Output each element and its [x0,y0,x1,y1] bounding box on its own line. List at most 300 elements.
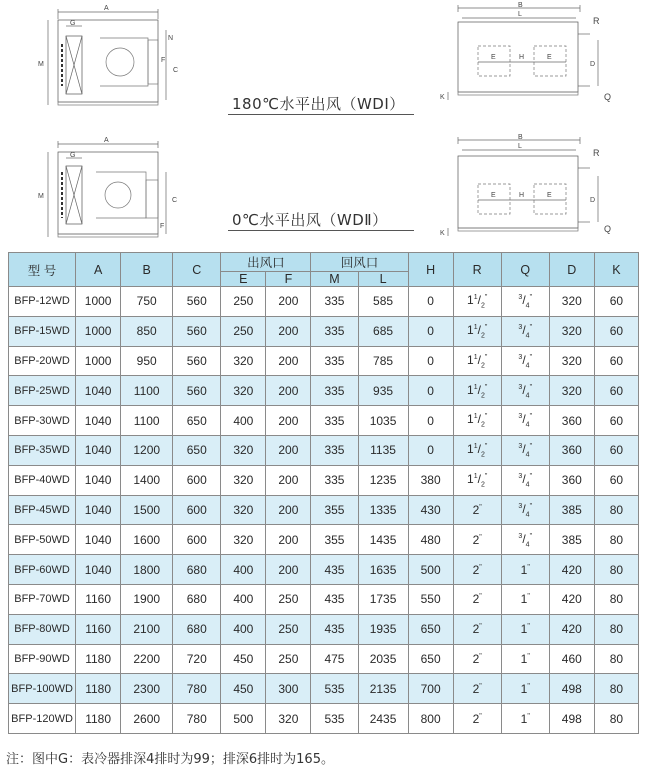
q-denominator: 4 [525,391,530,399]
cell-b: 1100 [121,376,173,406]
dim-m2-label: M [38,193,44,200]
cell-r [453,495,501,525]
cell-h: 480 [408,525,453,555]
cell-l: 2435 [358,704,408,734]
q-denominator: 4 [525,481,530,489]
q-whole: 1 [520,711,528,726]
r-numerator: 1 [473,294,478,302]
r-denominator: 2 [480,421,485,429]
cell-k: 60 [594,435,638,465]
dim-e2-label: E [547,54,552,61]
r-inch-mark: " [479,503,482,511]
cell-e: 500 [221,704,266,734]
cell-f: 200 [266,435,311,465]
cell-d: 420 [549,584,594,614]
cell-m: 435 [311,555,358,585]
dim-d2-label: D [590,197,596,204]
r-whole: 1 [467,442,474,457]
cell-e: 320 [221,376,266,406]
cell-k: 80 [594,495,638,525]
cell-k: 80 [594,644,638,674]
r-denominator: 2 [480,332,485,340]
cell-m: 435 [311,584,358,614]
q-inch-mark: " [527,682,530,690]
cell-m: 335 [311,465,358,495]
r-fraction-slash: / [477,323,481,337]
cell-r [453,555,501,585]
caption-wd1: 180℃水平出风（WDI） [232,95,405,113]
cell-h: 0 [408,435,453,465]
cell-k: 60 [594,406,638,436]
cell-f: 200 [266,465,311,495]
cell-a: 1160 [76,614,121,644]
cell-model: BFP-100WD [9,674,76,704]
cell-m: 435 [311,614,358,644]
cell-r [453,614,501,644]
r-inch-mark: " [479,682,482,690]
cell-r [453,644,501,674]
cell-h: 700 [408,674,453,704]
cell-q [501,674,549,704]
cell-q [501,525,549,555]
header-b: B [121,253,173,287]
cell-h: 550 [408,584,453,614]
caption-wd2: 0℃水平出风（WDⅡ） [232,211,388,229]
cell-k: 80 [594,704,638,734]
header-k: K [594,253,638,287]
q-denominator: 4 [525,421,530,429]
cell-e: 450 [221,674,266,704]
cell-l: 2035 [358,644,408,674]
cell-b: 1400 [121,465,173,495]
r-numerator: 1 [473,443,478,451]
r-inch-mark: " [484,413,488,421]
cell-l: 1935 [358,614,408,644]
cell-r [453,346,501,376]
cell-c: 560 [173,287,221,317]
r-inch-mark: " [484,294,488,302]
q-numerator: 3 [518,413,523,421]
cell-r [453,435,501,465]
q-inch-mark: " [529,472,533,480]
cell-a: 1040 [76,465,121,495]
cell-r [453,674,501,704]
r-numerator: 1 [473,413,478,421]
cell-b: 850 [121,316,173,346]
cell-a: 1000 [76,346,121,376]
dim-r2-label: R [593,148,600,158]
q-numerator: 3 [518,532,523,540]
cell-k: 60 [594,287,638,317]
cell-q [501,555,549,585]
cell-d: 460 [549,644,594,674]
front-view-wd2 [440,134,611,237]
cell-f: 300 [266,674,311,704]
cell-a: 1180 [76,644,121,674]
cell-m: 335 [311,376,358,406]
header-m: M [311,272,358,287]
r-inch-mark: " [484,383,488,391]
cell-h: 650 [408,644,453,674]
dim-c2-label: C [172,197,178,204]
cell-b: 2300 [121,674,173,704]
cell-m: 335 [311,316,358,346]
r-whole: 1 [467,412,474,427]
cell-e: 450 [221,644,266,674]
q-whole: 1 [520,622,528,637]
cell-c: 560 [173,316,221,346]
cell-q [501,376,549,406]
cell-h: 380 [408,465,453,495]
spec-table-body [9,287,639,734]
q-whole: 1 [520,562,528,577]
cell-f: 200 [266,495,311,525]
q-numerator: 3 [518,353,523,361]
table-row [9,584,639,614]
q-numerator: 3 [518,324,523,331]
r-whole: 2 [472,562,480,577]
spec-table [8,252,639,734]
q-inch-mark: " [529,443,533,451]
cell-b: 1800 [121,555,173,585]
cell-l: 1235 [358,465,408,495]
r-whole: 2 [472,622,480,637]
cell-model: BFP-20WD [9,346,76,376]
cell-e: 250 [221,287,266,317]
cell-d: 360 [549,406,594,436]
footnote: 注：图中G：表冷器排深4排时为99；排深6排时为165。 [6,752,334,767]
dim-b-label: B [518,2,523,9]
r-fraction-slash: / [477,352,481,367]
q-fraction-slash: / [522,382,526,397]
dim-e3-label: E [491,192,496,199]
dim-q2-label: Q [604,224,612,234]
cell-model: BFP-40WD [9,465,76,495]
cell-b: 750 [121,287,173,317]
table-row [9,614,639,644]
cell-e: 320 [221,435,266,465]
r-whole: 1 [467,323,474,337]
cell-c: 680 [173,614,221,644]
q-denominator: 4 [525,511,530,519]
cell-k: 80 [594,525,638,555]
cell-c: 650 [173,406,221,436]
cell-r [453,465,501,495]
cell-r [453,525,501,555]
caption-wd1-underline [228,114,414,115]
q-inch-mark: " [527,593,530,601]
cell-l: 585 [358,287,408,317]
dim-h-label: H [519,54,525,61]
cell-d: 498 [549,704,594,734]
cell-d: 385 [549,495,594,525]
dim-l-label: L [518,11,522,18]
q-whole: 1 [520,592,528,607]
cell-r [453,316,501,346]
cell-a: 1040 [76,555,121,585]
cell-e: 320 [221,346,266,376]
cell-c: 600 [173,465,221,495]
header-h: H [408,253,453,287]
header-r: R [453,253,501,287]
table-row [9,525,639,555]
r-inch-mark: " [479,712,482,720]
cell-model: BFP-25WD [9,376,76,406]
dim-g-label: G [70,20,76,27]
dim-m-label: M [38,61,44,68]
cell-f: 200 [266,376,311,406]
cell-model: BFP-90WD [9,644,76,674]
r-whole: 2 [472,532,480,547]
header-outlet: 出风口 [221,253,311,272]
table-row [9,555,639,585]
side-view-wd1 [38,5,178,105]
cell-model: BFP-15WD [9,316,76,346]
cell-model: BFP-60WD [9,555,76,585]
r-whole: 2 [472,651,480,666]
q-numerator: 3 [518,383,523,391]
cell-f: 200 [266,555,311,585]
cell-model: BFP-45WD [9,495,76,525]
q-inch-mark: " [529,383,533,391]
r-denominator: 2 [480,302,485,310]
r-fraction-slash: / [477,293,481,308]
cell-m: 475 [311,644,358,674]
cell-d: 360 [549,435,594,465]
r-inch-mark: " [484,353,488,361]
table-row [9,674,639,704]
cell-e: 400 [221,614,266,644]
r-fraction-slash: / [477,442,481,457]
cell-q [501,406,549,436]
cell-a: 1040 [76,406,121,436]
header-f: F [266,272,311,287]
dim-k-label: K [440,94,445,101]
cell-model: BFP-80WD [9,614,76,644]
r-denominator: 2 [480,481,485,489]
q-inch-mark: " [529,294,533,302]
cell-a: 1040 [76,495,121,525]
cell-b: 1500 [121,495,173,525]
cell-a: 1040 [76,376,121,406]
cell-c: 780 [173,674,221,704]
cell-e: 400 [221,406,266,436]
dim-f2-label: F [160,223,165,230]
r-inch-mark: " [484,324,488,331]
cell-c: 560 [173,376,221,406]
cell-b: 1200 [121,435,173,465]
cell-l: 1435 [358,525,408,555]
header-e: E [221,272,266,287]
cell-f: 200 [266,346,311,376]
cell-r [453,584,501,614]
cell-b: 950 [121,346,173,376]
r-inch-mark: " [479,623,482,631]
r-whole: 2 [472,681,480,696]
q-numerator: 3 [518,472,523,480]
cell-d: 420 [549,614,594,644]
cell-q [501,584,549,614]
q-denominator: 4 [525,540,530,548]
cell-k: 80 [594,614,638,644]
cell-b: 2100 [121,614,173,644]
cell-a: 1000 [76,287,121,317]
q-fraction-slash: / [522,501,526,516]
header-d: D [549,253,594,287]
q-inch-mark: " [527,563,530,571]
cell-q [501,614,549,644]
cell-m: 355 [311,495,358,525]
cell-q [501,435,549,465]
cell-f: 200 [266,406,311,436]
q-denominator: 4 [525,302,530,310]
cell-model: BFP-35WD [9,435,76,465]
cell-q [501,704,549,734]
cell-c: 780 [173,704,221,734]
q-inch-mark: " [529,502,533,510]
cell-e: 320 [221,525,266,555]
cell-f: 200 [266,316,311,346]
r-whole: 2 [472,711,480,726]
dim-g2-label: G [70,152,76,159]
cell-q [501,346,549,376]
cell-m: 335 [311,435,358,465]
cell-a: 1180 [76,674,121,704]
cell-l: 1735 [358,584,408,614]
q-inch-mark: " [527,652,530,660]
table-row [9,376,639,406]
cell-q [501,644,549,674]
cell-a: 1160 [76,584,121,614]
dim-e4-label: E [547,192,552,199]
cell-d: 320 [549,346,594,376]
q-whole: 1 [520,681,528,696]
cell-f: 320 [266,704,311,734]
q-inch-mark: " [527,623,530,631]
cell-l: 1635 [358,555,408,585]
r-inch-mark: " [484,443,488,451]
table-row [9,316,639,346]
cell-c: 600 [173,525,221,555]
cell-d: 420 [549,555,594,585]
r-numerator: 1 [473,324,478,331]
cell-a: 1000 [76,316,121,346]
cell-h: 500 [408,555,453,585]
dim-c-label: C [173,67,179,74]
cell-l: 1135 [358,435,408,465]
r-fraction-slash: / [477,382,481,397]
cell-c: 560 [173,346,221,376]
table-row [9,406,639,436]
cell-l: 1335 [358,495,408,525]
cell-h: 800 [408,704,453,734]
header-q: Q [501,253,549,287]
r-fraction-slash: / [477,412,481,427]
dim-a2-label: A [104,137,109,144]
dim-q-label: Q [604,92,612,102]
r-numerator: 1 [473,383,478,391]
q-denominator: 4 [525,451,530,459]
cell-l: 935 [358,376,408,406]
q-numerator: 3 [518,502,523,510]
cell-k: 60 [594,346,638,376]
r-whole: 1 [467,382,474,397]
cell-d: 498 [549,674,594,704]
dim-n-label: N [168,35,174,42]
cell-m: 535 [311,704,358,734]
r-fraction-slash: / [477,471,481,486]
q-fraction-slash: / [522,293,526,308]
cell-r [453,376,501,406]
cell-k: 60 [594,316,638,346]
r-inch-mark: " [479,533,482,541]
cell-l: 785 [358,346,408,376]
q-fraction-slash: / [522,412,526,427]
q-fraction-slash: / [522,531,526,546]
cell-e: 400 [221,584,266,614]
dim-d-label: D [590,61,596,68]
cell-h: 0 [408,406,453,436]
cell-r [453,704,501,734]
cell-l: 685 [358,316,408,346]
cell-m: 355 [311,525,358,555]
cell-h: 650 [408,614,453,644]
cell-d: 320 [549,316,594,346]
cell-k: 80 [594,674,638,704]
cell-q [501,316,549,346]
header-c: C [173,253,221,287]
cell-d: 320 [549,287,594,317]
cell-m: 335 [311,406,358,436]
q-fraction-slash: / [522,352,526,367]
cell-d: 320 [549,376,594,406]
q-fraction-slash: / [522,442,526,457]
cell-c: 720 [173,644,221,674]
q-whole: 1 [520,651,528,666]
q-numerator: 3 [518,294,523,302]
cell-m: 535 [311,674,358,704]
cell-d: 385 [549,525,594,555]
cell-b: 1600 [121,525,173,555]
cell-f: 200 [266,287,311,317]
r-inch-mark: " [484,472,488,480]
table-row [9,644,639,674]
dim-r-label: R [593,16,600,26]
cell-a: 1040 [76,435,121,465]
q-inch-mark: " [529,532,533,540]
q-denominator: 4 [525,362,530,370]
cell-f: 250 [266,614,311,644]
r-whole: 1 [467,293,474,308]
cell-e: 320 [221,465,266,495]
cell-f: 250 [266,584,311,614]
cell-f: 250 [266,644,311,674]
q-fraction-slash: / [522,471,526,486]
r-inch-mark: " [479,652,482,660]
r-numerator: 1 [473,353,478,361]
header-model: 型 号 [9,253,76,287]
cell-b: 2200 [121,644,173,674]
cell-c: 650 [173,435,221,465]
header-return: 回风口 [311,253,408,272]
cell-h: 0 [408,287,453,317]
cell-a: 1040 [76,525,121,555]
cell-e: 320 [221,495,266,525]
cell-r [453,287,501,317]
cell-h: 0 [408,346,453,376]
q-denominator: 4 [525,332,530,340]
dim-f-label: F [161,57,166,64]
